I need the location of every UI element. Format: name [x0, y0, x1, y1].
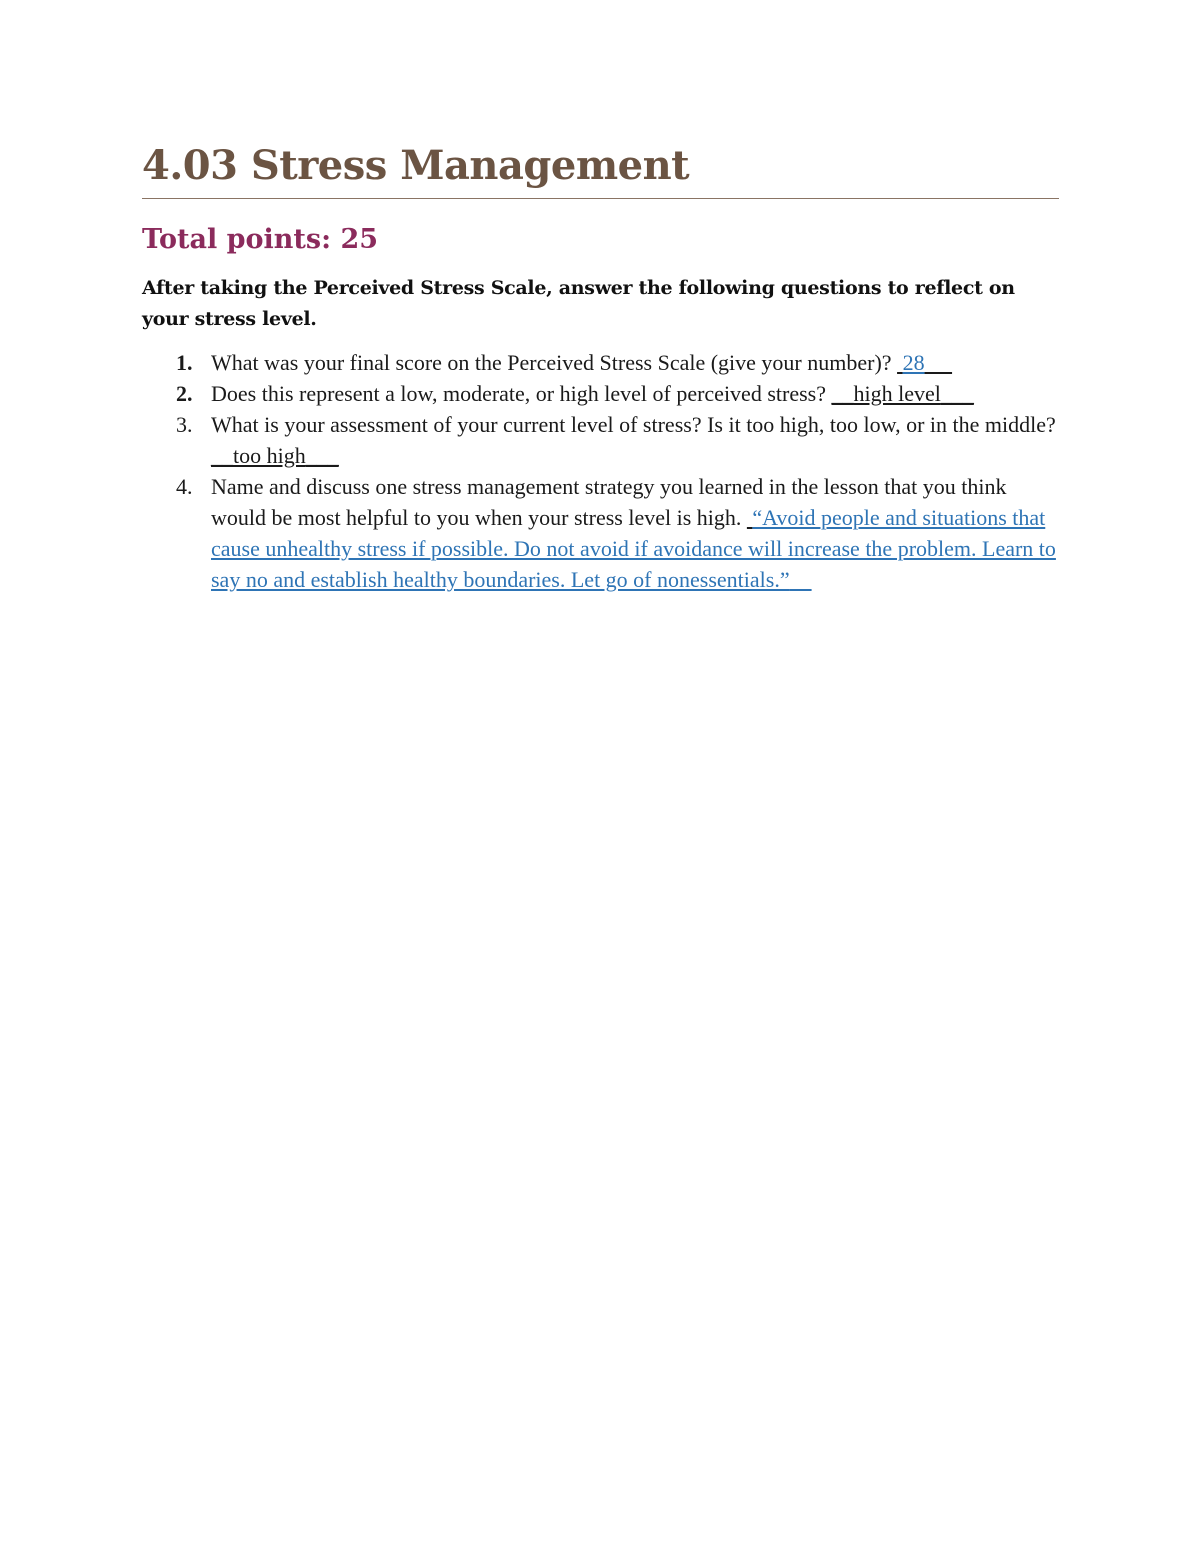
- question-number: 1.: [176, 350, 193, 375]
- answer-text[interactable]: “Avoid people and situations that cause unhealthy stress if possible. Do not avoid if avoidance will increase the problem. Learn to say no and establish healthy boundaries. Let go of nonessentials.”: [211, 505, 1056, 592]
- page-title: 4.03 Stress Management: [142, 142, 690, 189]
- title-divider: [142, 198, 1059, 199]
- question-item-1: [142, 347, 1060, 378]
- instructions-paragraph: After taking the Perceived Stress Scale, answer the following questions to reflect on your stress level.: [142, 277, 1015, 330]
- question-text: What was your final score on the Perceived Stress Scale (give your number)?: [211, 350, 898, 375]
- total-points-heading: Total points: 25: [142, 224, 379, 255]
- answer-blank-trailing: ___: [940, 381, 974, 406]
- answer-blank-trailing: ___: [305, 443, 339, 468]
- question-text: What is your assessment of your current level of stress? Is it too high, too low, or in the middle?: [211, 412, 1056, 437]
- question-item-2: [142, 378, 1060, 409]
- question-number: 4.: [176, 474, 193, 499]
- question-text: Name and discuss one stress management strategy you learned in the lesson that you think would be most helpful to you when your stress level is high.: [211, 474, 1007, 530]
- answer-blank-trailing: [925, 350, 953, 375]
- question-item-3: [142, 409, 1060, 471]
- question-item-4: [142, 471, 1060, 595]
- question-text: Does this represent a low, moderate, or high level of perceived stress?: [211, 381, 832, 406]
- question-number: 3.: [176, 412, 193, 437]
- answer-text[interactable]: 28: [902, 350, 925, 375]
- answer-text[interactable]: too high: [233, 443, 306, 468]
- document-page: [142, 138, 1060, 595]
- answer-text[interactable]: high level: [853, 381, 941, 406]
- question-number: 2.: [176, 381, 193, 406]
- answer-blank-leading: __: [831, 381, 854, 406]
- answer-blank-leading: __: [211, 443, 233, 468]
- question-list: [142, 347, 1060, 595]
- answer-blank-trailing: [790, 567, 812, 592]
